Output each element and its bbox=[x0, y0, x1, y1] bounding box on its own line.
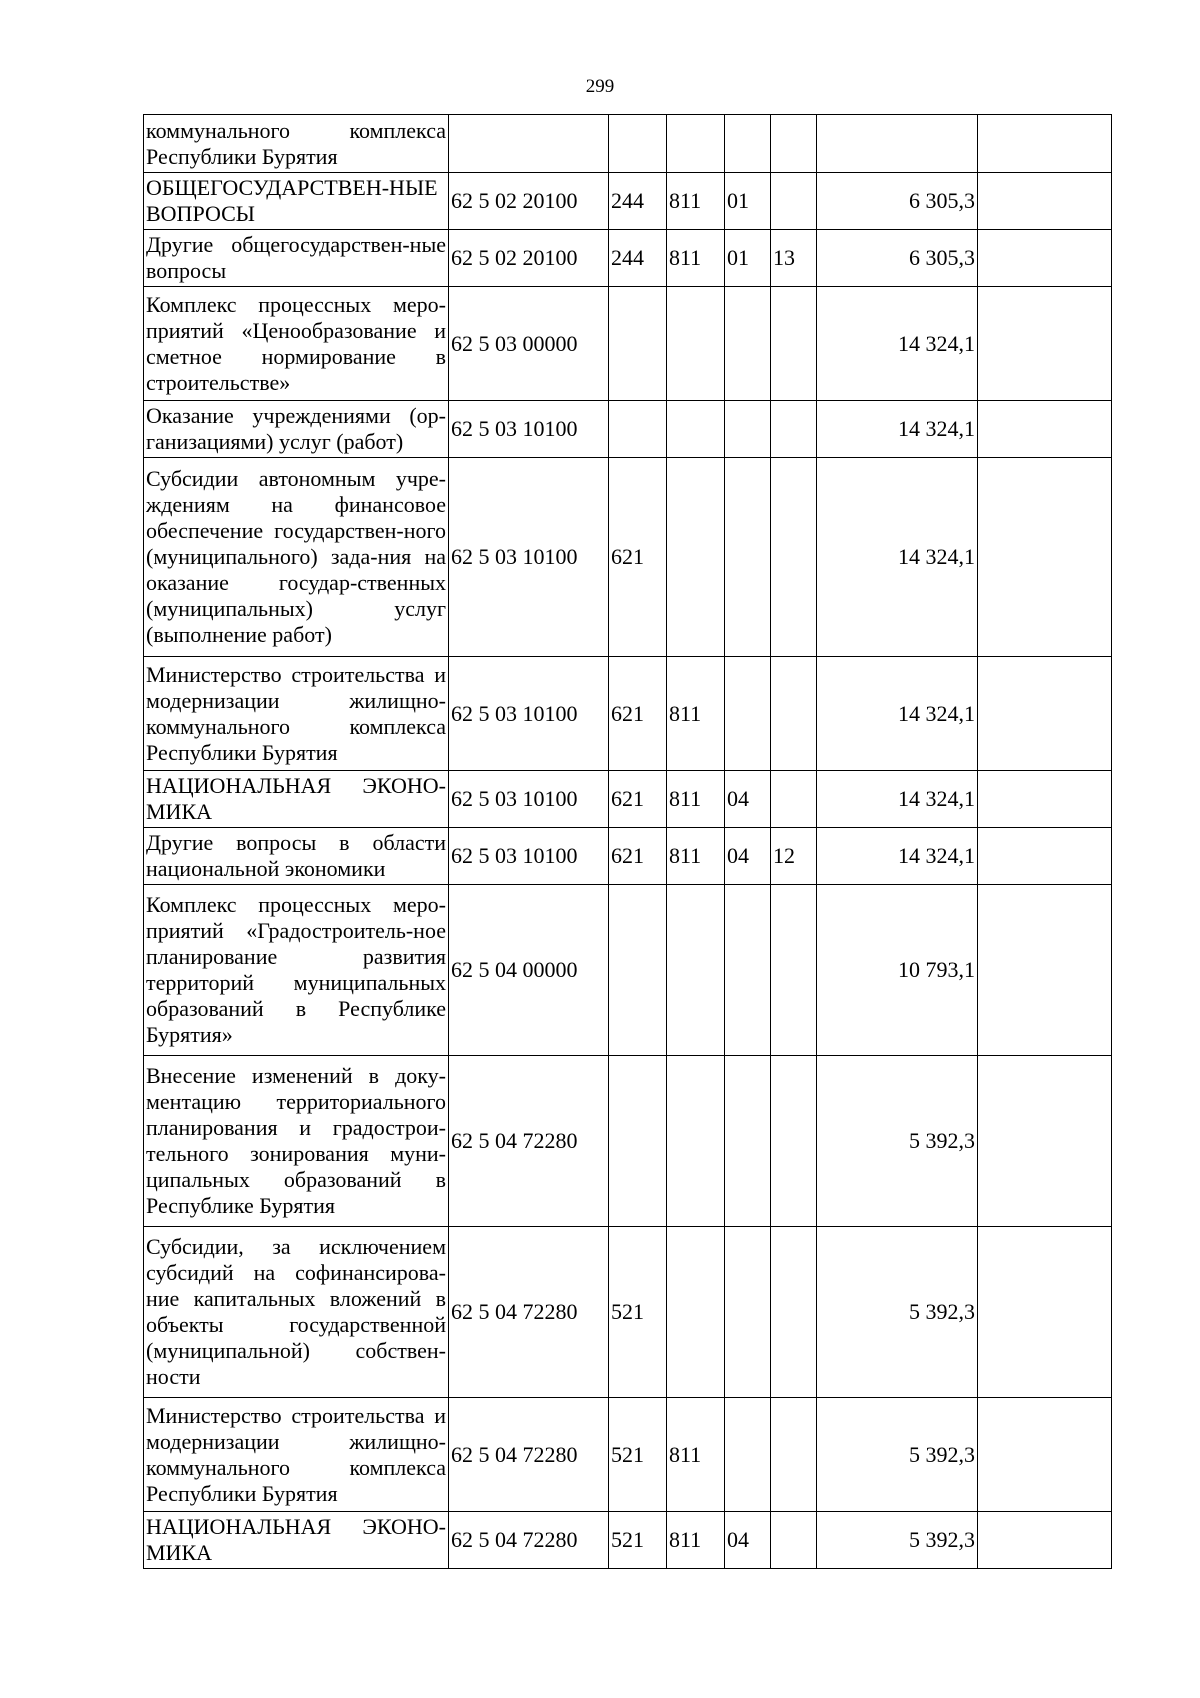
row-name-cell: Другие общегосударствен-ные вопросы bbox=[144, 230, 449, 287]
section-cell bbox=[725, 287, 771, 401]
section-cell bbox=[725, 1398, 771, 1512]
ministry-code-cell: 811 bbox=[667, 771, 725, 828]
table-row bbox=[144, 287, 1112, 401]
amount-cell: 5 392,3 bbox=[817, 1512, 978, 1569]
section-cell: 04 bbox=[725, 771, 771, 828]
subsection-cell bbox=[771, 115, 817, 173]
amount-cell bbox=[817, 115, 978, 173]
row-name-cell: Оказание учреждениями (ор-ганизациями) услуг (работ) bbox=[144, 401, 449, 458]
ministry-code-cell: 811 bbox=[667, 1512, 725, 1569]
ministry-code-cell bbox=[667, 885, 725, 1056]
target-article-cell: 62 5 03 10100 bbox=[449, 458, 609, 657]
ministry-code-cell: 811 bbox=[667, 1398, 725, 1512]
expense-type-cell: 621 bbox=[609, 771, 667, 828]
table-row bbox=[144, 173, 1112, 230]
target-article-cell: 62 5 02 20100 bbox=[449, 230, 609, 287]
subsection-cell: 12 bbox=[771, 828, 817, 885]
ministry-code-cell bbox=[667, 401, 725, 458]
row-name-cell: НАЦИОНАЛЬНАЯ ЭКОНО-МИКА bbox=[144, 1512, 449, 1569]
target-article-cell bbox=[449, 115, 609, 173]
subsection-cell bbox=[771, 458, 817, 657]
extra-cell bbox=[978, 828, 1112, 885]
table-row bbox=[144, 115, 1112, 173]
row-name-cell: Комплекс процессных меро-приятий «Градостроитель-ное планирование развития территорий муниципальных образований в Республике Бурятия» bbox=[144, 885, 449, 1056]
subsection-cell bbox=[771, 287, 817, 401]
extra-cell bbox=[978, 771, 1112, 828]
extra-cell bbox=[978, 230, 1112, 287]
row-name-cell: Министерство строительства и модернизации жилищно-коммунального комплекса Республики Бурятия bbox=[144, 657, 449, 771]
amount-cell: 5 392,3 bbox=[817, 1056, 978, 1227]
ministry-code-cell: 811 bbox=[667, 828, 725, 885]
extra-cell bbox=[978, 1227, 1112, 1398]
table-row bbox=[144, 828, 1112, 885]
amount-cell: 14 324,1 bbox=[817, 458, 978, 657]
extra-cell bbox=[978, 173, 1112, 230]
row-name-cell: Внесение изменений в доку-ментацию территориального планирования и градострои-тельного зонирования муни-ципальных образований в Республике Бурятия bbox=[144, 1056, 449, 1227]
row-name-cell: Субсидии автономным учре-ждениям на финансовое обеспечение государствен-ного (муниципального) зада-ния на оказание государ-ственных (муниципальных) услуг (выполнение работ) bbox=[144, 458, 449, 657]
target-article-cell: 62 5 03 10100 bbox=[449, 401, 609, 458]
target-article-cell: 62 5 04 72280 bbox=[449, 1227, 609, 1398]
expense-type-cell: 521 bbox=[609, 1512, 667, 1569]
expense-type-cell: 521 bbox=[609, 1398, 667, 1512]
target-article-cell: 62 5 04 72280 bbox=[449, 1398, 609, 1512]
subsection-cell bbox=[771, 1227, 817, 1398]
table-row bbox=[144, 657, 1112, 771]
table-row bbox=[144, 771, 1112, 828]
row-name-cell: Министерство строительства и модернизации жилищно-коммунального комплекса Республики Бурятия bbox=[144, 1398, 449, 1512]
extra-cell bbox=[978, 287, 1112, 401]
ministry-code-cell bbox=[667, 1056, 725, 1227]
target-article-cell: 62 5 04 72280 bbox=[449, 1056, 609, 1227]
subsection-cell: 13 bbox=[771, 230, 817, 287]
table-row bbox=[144, 1227, 1112, 1398]
subsection-cell bbox=[771, 771, 817, 828]
extra-cell bbox=[978, 401, 1112, 458]
row-name-cell: коммунального комплекса Республики Бурятия bbox=[144, 115, 449, 173]
table-row bbox=[144, 1512, 1112, 1569]
section-cell: 01 bbox=[725, 230, 771, 287]
section-cell bbox=[725, 885, 771, 1056]
table-row bbox=[144, 401, 1112, 458]
amount-cell: 14 324,1 bbox=[817, 771, 978, 828]
expense-type-cell: 521 bbox=[609, 1227, 667, 1398]
budget-table bbox=[143, 114, 1112, 1569]
extra-cell bbox=[978, 885, 1112, 1056]
amount-cell: 14 324,1 bbox=[817, 657, 978, 771]
target-article-cell: 62 5 04 72280 bbox=[449, 1512, 609, 1569]
ministry-code-cell bbox=[667, 458, 725, 657]
table-body bbox=[144, 115, 1112, 1569]
subsection-cell bbox=[771, 401, 817, 458]
table-row bbox=[144, 1398, 1112, 1512]
expense-type-cell bbox=[609, 885, 667, 1056]
target-article-cell: 62 5 03 10100 bbox=[449, 657, 609, 771]
subsection-cell bbox=[771, 173, 817, 230]
table-row bbox=[144, 230, 1112, 287]
extra-cell bbox=[978, 657, 1112, 771]
extra-cell bbox=[978, 115, 1112, 173]
amount-cell: 14 324,1 bbox=[817, 287, 978, 401]
table-row bbox=[144, 1056, 1112, 1227]
target-article-cell: 62 5 04 00000 bbox=[449, 885, 609, 1056]
ministry-code-cell: 811 bbox=[667, 173, 725, 230]
section-cell bbox=[725, 458, 771, 657]
section-cell: 04 bbox=[725, 828, 771, 885]
amount-cell: 6 305,3 bbox=[817, 230, 978, 287]
row-name-cell: НАЦИОНАЛЬНАЯ ЭКОНО-МИКА bbox=[144, 771, 449, 828]
target-article-cell: 62 5 02 20100 bbox=[449, 173, 609, 230]
expense-type-cell bbox=[609, 287, 667, 401]
row-name-cell: ОБЩЕГОСУДАРСТВЕН-НЫЕ ВОПРОСЫ bbox=[144, 173, 449, 230]
ministry-code-cell bbox=[667, 115, 725, 173]
amount-cell: 14 324,1 bbox=[817, 401, 978, 458]
amount-cell: 6 305,3 bbox=[817, 173, 978, 230]
ministry-code-cell: 811 bbox=[667, 657, 725, 771]
ministry-code-cell: 811 bbox=[667, 230, 725, 287]
subsection-cell bbox=[771, 1512, 817, 1569]
row-name-cell: Комплекс процессных меро-приятий «Ценообразование и сметное нормирование в строительстве» bbox=[144, 287, 449, 401]
subsection-cell bbox=[771, 885, 817, 1056]
section-cell: 01 bbox=[725, 173, 771, 230]
ministry-code-cell bbox=[667, 1227, 725, 1398]
subsection-cell bbox=[771, 1056, 817, 1227]
amount-cell: 10 793,1 bbox=[817, 885, 978, 1056]
section-cell bbox=[725, 657, 771, 771]
expense-type-cell: 244 bbox=[609, 230, 667, 287]
row-name-cell: Субсидии, за исключением субсидий на софинансирова-ние капитальных вложений в объекты государственной (муниципальной) собствен-ности bbox=[144, 1227, 449, 1398]
expense-type-cell bbox=[609, 1056, 667, 1227]
subsection-cell bbox=[771, 657, 817, 771]
ministry-code-cell bbox=[667, 287, 725, 401]
extra-cell bbox=[978, 458, 1112, 657]
extra-cell bbox=[978, 1398, 1112, 1512]
page-number: 299 bbox=[585, 76, 615, 97]
section-cell bbox=[725, 401, 771, 458]
expense-type-cell bbox=[609, 115, 667, 173]
table-row bbox=[144, 885, 1112, 1056]
amount-cell: 5 392,3 bbox=[817, 1398, 978, 1512]
expense-type-cell bbox=[609, 401, 667, 458]
section-cell: 04 bbox=[725, 1512, 771, 1569]
target-article-cell: 62 5 03 10100 bbox=[449, 828, 609, 885]
target-article-cell: 62 5 03 00000 bbox=[449, 287, 609, 401]
expense-type-cell: 621 bbox=[609, 458, 667, 657]
expense-type-cell: 244 bbox=[609, 173, 667, 230]
section-cell bbox=[725, 115, 771, 173]
table-row bbox=[144, 458, 1112, 657]
section-cell bbox=[725, 1056, 771, 1227]
target-article-cell: 62 5 03 10100 bbox=[449, 771, 609, 828]
expense-type-cell: 621 bbox=[609, 828, 667, 885]
row-name-cell: Другие вопросы в области национальной экономики bbox=[144, 828, 449, 885]
amount-cell: 5 392,3 bbox=[817, 1227, 978, 1398]
section-cell bbox=[725, 1227, 771, 1398]
extra-cell bbox=[978, 1056, 1112, 1227]
amount-cell: 14 324,1 bbox=[817, 828, 978, 885]
extra-cell bbox=[978, 1512, 1112, 1569]
expense-type-cell: 621 bbox=[609, 657, 667, 771]
subsection-cell bbox=[771, 1398, 817, 1512]
